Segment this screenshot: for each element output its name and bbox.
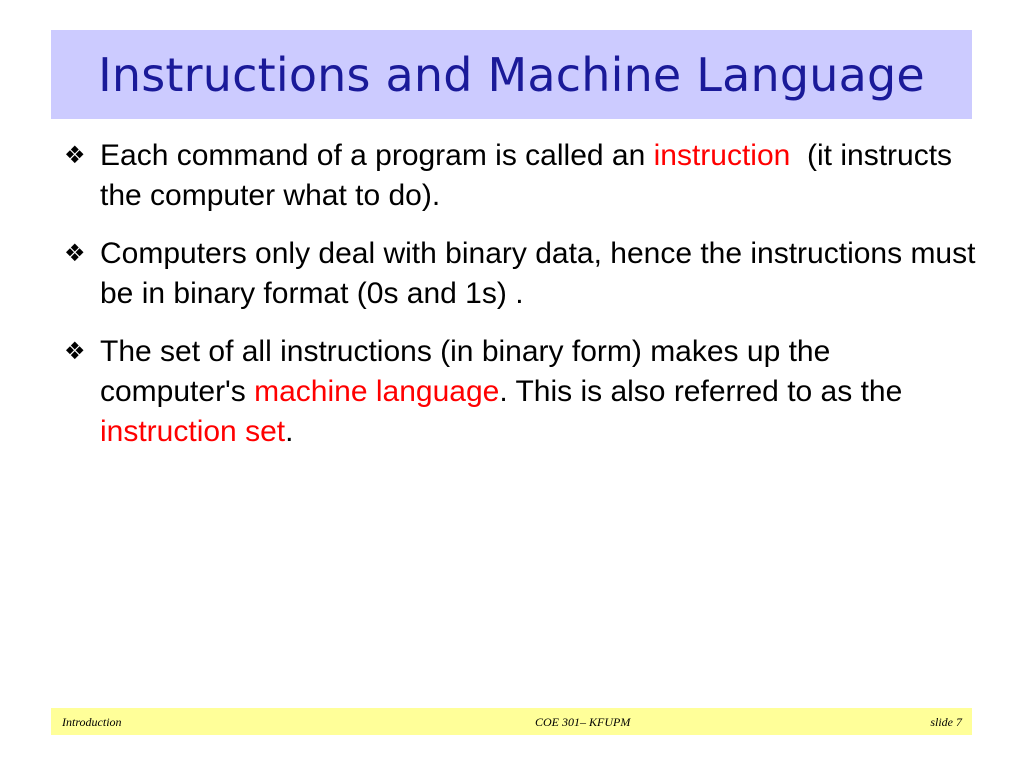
bullet-item [64, 332, 984, 452]
bullet-text: Computers only deal with binary data, hence the instructions must be in binary format (0s and 1s) . [100, 237, 976, 310]
highlight-term: instruction set [100, 415, 286, 448]
bullet-text: Each command of a program is called an [100, 139, 654, 172]
bullet-text: . This is also referred to as the [499, 375, 903, 408]
diamond-bullet-icon: ❖ [64, 338, 86, 365]
highlight-term: machine language [254, 375, 500, 408]
bullet-text: The set of all instructions (in binary form) makes up the computer's [100, 335, 831, 408]
highlight-term: instruction [653, 139, 791, 172]
footer-slide-number: slide 7 [930, 715, 962, 729]
slide-title: Instructions and Machine Language [98, 47, 925, 102]
bullet-item [64, 136, 984, 216]
diamond-bullet-icon: ❖ [64, 142, 86, 169]
footer-section-label: Introduction [62, 715, 122, 729]
footer-course-label: COE 301– KFUPM [535, 715, 631, 729]
bullet-list [64, 136, 984, 470]
bullet-text: (it instructs the computer what to do). [100, 139, 961, 212]
diamond-bullet-icon: ❖ [64, 240, 86, 267]
bullet-text: . [285, 415, 294, 448]
bullet-item [64, 234, 984, 314]
title-bar [51, 30, 972, 119]
footer-bar [51, 708, 972, 735]
